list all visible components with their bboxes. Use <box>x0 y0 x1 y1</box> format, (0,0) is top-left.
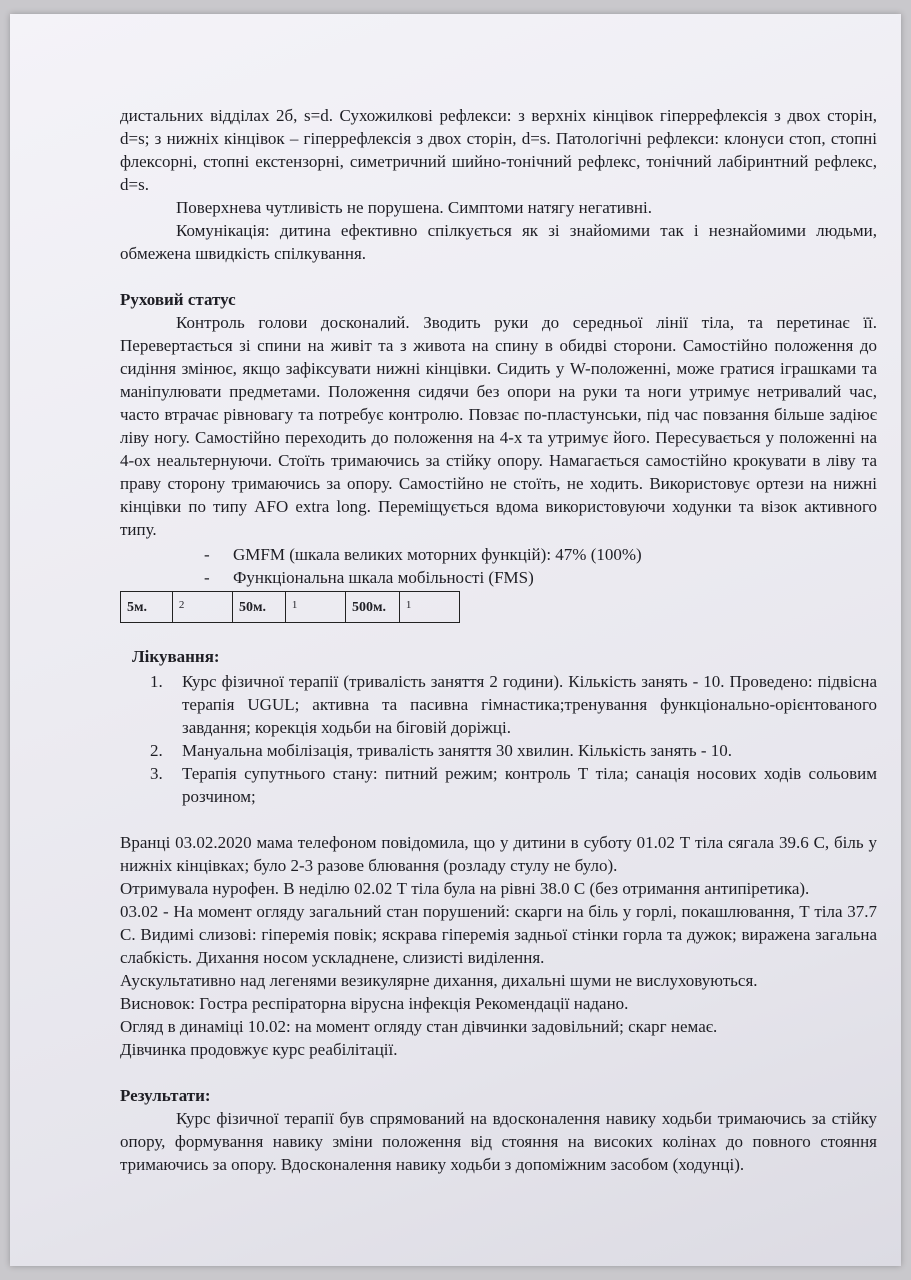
illness-paragraph-7: Дівчинка продовжує курс реабілітації. <box>120 1040 398 1059</box>
motor-status-heading: Руховий статус <box>120 290 236 309</box>
fms-value-50m: 1 <box>285 592 345 623</box>
document-page <box>10 14 901 1266</box>
fms-value-5m: 2 <box>172 592 232 623</box>
list-text: Курс фізичної терапії (тривалість заняття 2 години). Кількість занять - 10. Проведено: підвісна терапія UGUL; активна та пасивна гімнастика;тренування функціонально-орієнтованого завдання; корекція ходьби на біговій доріжці. <box>182 672 877 737</box>
illness-paragraph-1: Вранці 03.02.2020 мама телефоном повідомила, що у дитини в суботу 01.02 Т тіла сягала 39.6 С, біль у нижніх кінцівках; було 2-3 разове блювання (розладу стулу не було). <box>120 833 877 875</box>
list-number: 2. <box>150 741 163 760</box>
list-text: Терапія супутнього стану: питний режим; контроль Т тіла; санація носових ходів сольовим розчином; <box>182 764 877 806</box>
results-paragraph: Курс фізичної терапії був спрямований на вдосконалення навику ходьби тримаючись за стійку опору, формування навику зміни положення від стояння на високих колінах до повного стояння тримаючись за опору. Вдосконалення навику ходьби з допоміжним засобом (ходунці). <box>120 1109 877 1174</box>
assessment-list <box>120 543 877 589</box>
illness-paragraph-4: Аускультативно над легенями везикулярне дихання, дихальні шуми не вислуховуються. <box>120 971 758 990</box>
treatment-list <box>120 670 877 808</box>
list-number: 1. <box>150 672 163 691</box>
list-item <box>150 762 877 808</box>
illness-paragraph-3: 03.02 - На момент огляду загальний стан порушений: скарги на біль у горлі, покашлювання, Т тіла 37.7 С. Видимі слизові: гіперемія повік; яскрава гіперемія задньої стінки горла та дужок; виражена загальна слабкість. Дихання носом ускладнене, слизисті виділення. <box>120 902 877 967</box>
illness-paragraph-2: Отримувала нурофен. В неділю 02.02 Т тіла була на рівні 38.0 С (без отримання антипіретика). <box>120 879 810 898</box>
communication-paragraph: Комунікація: дитина ефективно спілкується як зі знайомими так і незнайомими людьми, обмежена швидкість спілкування. <box>120 221 877 263</box>
sensitivity-paragraph: Поверхнева чутливість не порушена. Симптоми натягу негативні. <box>176 198 652 217</box>
table-row <box>121 592 460 623</box>
motor-status-paragraph: Контроль голови досконалий. Зводить руки до середньої лінії тіла, та перетинає її. Перевертається зі спини на живіт та з живота на спину в обидві сторони. Самостійно положення до сидіння змінює, якщо зафіксувати нижні кінцівки. Сидить у W-положенні, може гратися іграшками та маніпулювати предметами. Положення сидячи без опори на руки та ноги утримує нетривалий час, часто втрачає рівновагу та потребує контролю. Повзає по-пластунськи, під час повзання більше задіює ліву ногу. Самостійно переходить до положення на 4-х та утримує його. Пересувається у положенні на 4-ох неальтернуючи. Стоїть тримаючись за стійку опору. Намагається самостійно крокувати в ліву та праву сторону тримаючись за опору. Самостійно не стоїть, не ходить. Використовує ортези на нижні кінцівки по типу AFO extra long. Переміщується вдома використовуючи ходунки та візок активного типу. <box>120 313 877 539</box>
list-item: - Функціональна шкала мобільності (FMS) <box>204 566 877 589</box>
fms-label-5m: 5м. <box>121 592 173 623</box>
fms-value-500m: 1 <box>399 592 459 623</box>
illness-paragraph-6: Огляд в динаміці 10.02: на момент огляду стан дівчинки задовільний; скарг немає. <box>120 1017 718 1036</box>
list-text: Мануальна мобілізація, тривалість заняття 30 хвилин. Кількість занять - 10. <box>182 741 732 760</box>
treatment-heading: Лікування: <box>132 647 220 666</box>
list-item <box>150 670 877 739</box>
illness-paragraph-5: Висновок: Гостра респіраторна вірусна інфекція Рекомендації надано. <box>120 994 629 1013</box>
reflexes-paragraph: дистальних відділах 2б, s=d. Сухожилкові рефлекси: з верхніх кінцівок гіперрефлексія з двох сторін, d=s; з нижніх кінцівок – гіперрефлексія з двох сторін, d=s. Патологічні рефлекси: клонуси стоп, стопні флексорні, стопні екстензорні, симетричний шийно-тонічний рефлекс, тонічний лабіринтний рефлекс, d=s. <box>120 106 877 194</box>
spacer <box>120 808 877 831</box>
fms-label-500m: 500м. <box>345 592 399 623</box>
list-number: 3. <box>150 764 163 783</box>
fms-label-50m: 50м. <box>232 592 285 623</box>
list-item: - GMFM (шкала великих моторних функцій): 47% (100%) <box>204 543 877 566</box>
results-heading: Результати: <box>120 1086 211 1105</box>
fms-table <box>120 591 460 623</box>
list-item <box>150 739 877 762</box>
